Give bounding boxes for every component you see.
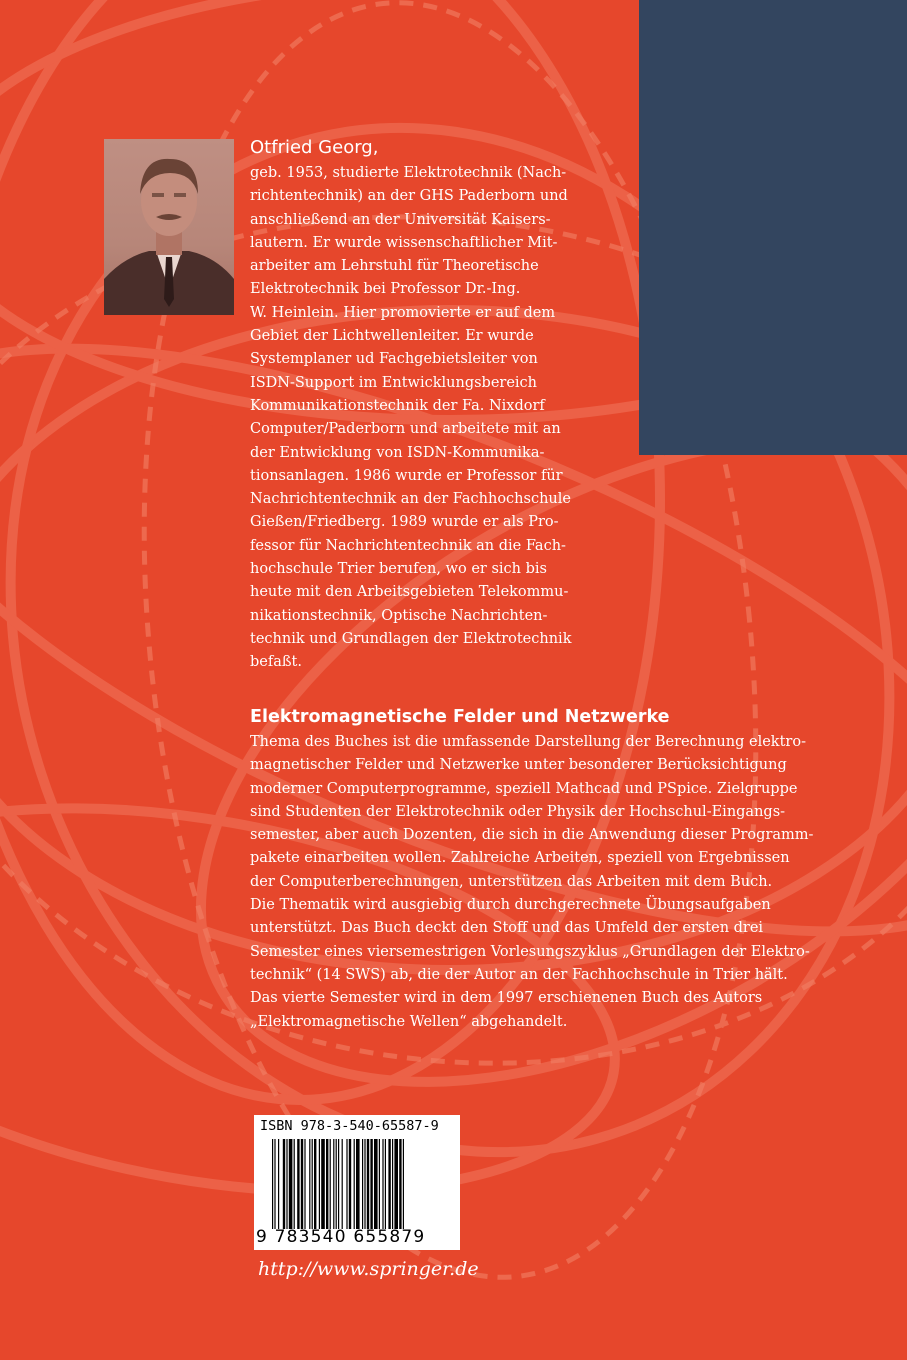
text-line: befaßt. <box>250 654 302 671</box>
barcode-bar <box>272 1139 273 1229</box>
barcode-bar <box>336 1139 337 1229</box>
text-line: semester, aber auch Dozenten, die sich in die Anwendung dieser Programm- <box>250 827 814 844</box>
barcode-bar <box>379 1139 380 1229</box>
barcode-bar <box>286 1139 287 1229</box>
text-line: nikationstechnik, Optische Nachrichten- <box>250 607 548 624</box>
barcode-bar <box>326 1139 328 1229</box>
text-line: Computer/Paderborn und arbeitete mit an <box>250 421 561 438</box>
text-line: geb. 1953, studierte Elektrotechnik (Nach- <box>250 165 567 181</box>
blue-corner-panel <box>639 0 907 455</box>
text-line: arbeiter am Lehrstuhl für Theoretische <box>250 258 539 275</box>
barcode-bar <box>394 1139 398 1229</box>
text-line: unterstützt. Das Buch deckt den Stoff und das Umfeld der ersten drei <box>250 920 764 937</box>
author-biography <box>250 162 640 675</box>
text-line: Elektrotechnik bei Professor Dr.-Ing. <box>250 281 521 298</box>
barcode-bar <box>399 1139 401 1229</box>
barcode-bar <box>278 1139 279 1229</box>
isbn-label: ISBN 978-3-540-65587-9 <box>260 1118 439 1134</box>
text-line: technik und Grundlagen der Elektrotechnik <box>250 630 572 647</box>
barcode-bar <box>349 1139 351 1229</box>
barcode-bar <box>354 1139 355 1229</box>
text-line: lautern. Er wurde wissenschaftlicher Mit- <box>250 234 558 251</box>
barcode-bar <box>304 1139 305 1229</box>
barcode-bar <box>289 1139 293 1229</box>
text-line: anschließend an der Universität Kaisers- <box>250 211 551 228</box>
text-line: sind Studenten der Elektrotechnik oder Physik der Hochschul-Eingangs- <box>250 803 786 820</box>
text-line: Gießen/Friedberg. 1989 wurde er als Pro- <box>250 514 559 531</box>
barcode-bar <box>385 1139 386 1229</box>
text-line: ISDN-Support im Entwicklungsbereich <box>250 374 538 391</box>
text-line: W. Heinlein. Hier promovierte er auf dem <box>250 304 556 321</box>
text-line: richtentechnik) an der GHS Paderborn und <box>250 188 568 205</box>
text-line: Gebiet der Lichtwellenleiter. Er wurde <box>250 328 534 345</box>
barcode-bar <box>362 1139 363 1229</box>
barcode-bar <box>333 1139 334 1229</box>
text-line: tionsanlagen. 1986 wurde er Professor für <box>250 467 563 484</box>
text-line: Systemplaner ud Fachgebietsleiter von <box>250 351 538 368</box>
text-line: der Entwicklung von ISDN-Kommunika- <box>250 444 545 461</box>
barcode-bar <box>301 1139 303 1229</box>
text-line: Thema des Buches ist die umfassende Darstellung der Berechnung elektro- <box>250 734 806 750</box>
text-line: heute mit den Arbeitsgebieten Telekommu- <box>250 584 569 601</box>
barcode-bar <box>283 1139 285 1229</box>
barcode-bar <box>338 1139 339 1229</box>
barcode-bar <box>319 1139 320 1229</box>
text-line: hochschule Trier berufen, wo er sich bis <box>250 561 547 578</box>
text-line: Semester eines viersemestrigen Vorlesungszyklus „Grundlagen der Elektro- <box>250 943 810 960</box>
text-line: technik“ (14 SWS) ab, die der Autor an der Fachhochschule in Trier hält. <box>250 966 788 983</box>
text-line: „Elektromagnetische Wellen“ abgehandelt. <box>250 1013 568 1030</box>
barcode-bar <box>330 1139 331 1229</box>
barcode-bar <box>392 1139 393 1229</box>
barcode-bar <box>356 1139 360 1229</box>
barcode-bar <box>314 1139 316 1229</box>
ean-digits: 9 783540 655879 <box>256 1227 426 1247</box>
text-line: Die Thematik wird ausgiebig durch durchgerechnete Übungsaufgaben <box>250 897 771 914</box>
barcode-bar <box>382 1139 383 1229</box>
text-line: Das vierte Semester wird in dem 1997 erschienenen Buch des Autors <box>250 990 763 1007</box>
barcode-bar <box>374 1139 378 1229</box>
barcode-bar <box>364 1139 365 1229</box>
text-line: fessor für Nachrichtentechnik an die Fach- <box>250 537 566 554</box>
barcode-bar <box>342 1139 343 1229</box>
barcode-bar <box>274 1139 275 1229</box>
publisher-url[interactable]: http://www.springer.de <box>258 1258 479 1280</box>
barcode-bar <box>403 1139 404 1229</box>
author-name: Otfried Georg, <box>250 137 379 158</box>
book-description <box>250 731 860 1034</box>
barcode-bar <box>312 1139 313 1229</box>
barcode-bar <box>297 1139 299 1229</box>
text-line: moderner Computerprogramme, speziell Mathcad und PSpice. Zielgruppe <box>250 780 798 797</box>
text-line: der Computerberechnungen, unterstützen das Arbeiten mit dem Buch. <box>250 873 773 890</box>
barcode-bar <box>367 1139 369 1229</box>
barcode-bar <box>370 1139 372 1229</box>
book-title: Elektromagnetische Felder und Netzwerke <box>250 707 670 727</box>
barcode-bar <box>388 1139 390 1229</box>
text-line: magnetischer Felder und Netzwerke unter besonderer Berücksichtigung <box>250 757 787 774</box>
barcode-bar <box>309 1139 310 1229</box>
barcode-bar <box>294 1139 295 1229</box>
text-line: pakete einarbeiten wollen. Zahlreiche Arbeiten, speziell von Ergebnissen <box>250 850 790 867</box>
barcode-bar <box>321 1139 325 1229</box>
text-line: Nachrichtentechnik an der Fachhochschule <box>250 491 571 508</box>
isbn-barcode <box>254 1115 460 1250</box>
barcode-bars <box>272 1139 457 1229</box>
author-photo <box>104 139 234 315</box>
text-line: Kommunikationstechnik der Fa. Nixdorf <box>250 397 545 414</box>
barcode-bar <box>346 1139 347 1229</box>
